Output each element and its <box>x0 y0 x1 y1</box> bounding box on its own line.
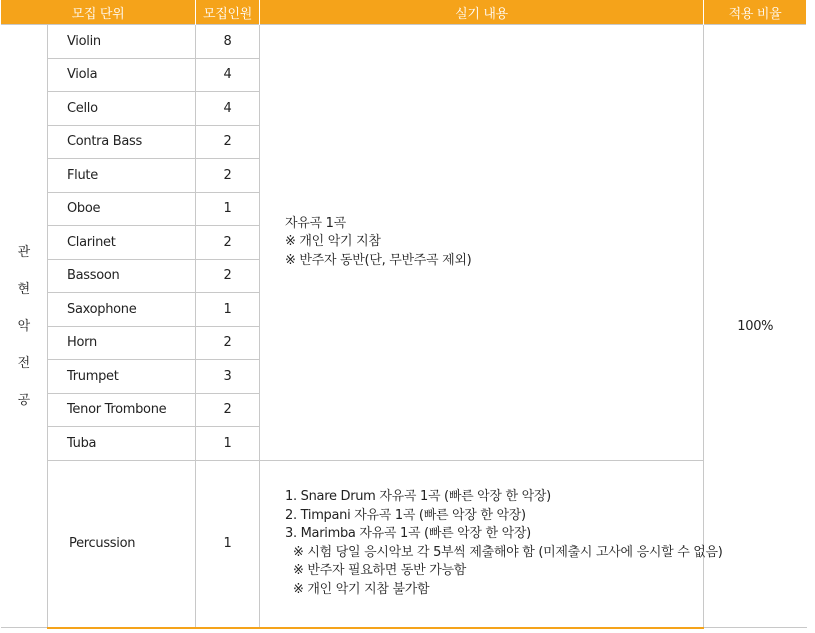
content-line: ※ 개인 악기 지참 <box>285 234 381 249</box>
unit-count: 1 <box>196 460 260 628</box>
department-cell <box>1 25 48 628</box>
unit-count: 3 <box>196 360 260 394</box>
content-line: 1. Snare Drum 자유곡 1곡 (빠른 악장 한 악장) <box>285 489 551 504</box>
content-line: 2. Timpani 자유곡 1곡 (빠른 악장 한 악장) <box>285 507 526 523</box>
unit-count: 1 <box>196 293 260 327</box>
content-cell-percussion <box>260 460 723 628</box>
table-row <box>1 25 807 59</box>
unit-name: Clarinet <box>48 226 196 260</box>
unit-count: 2 <box>196 125 260 159</box>
content-line: 3. Marimba 자유곡 1곡 (빠른 악장 한 악장) <box>285 526 531 541</box>
unit-name: Bassoon <box>48 259 196 293</box>
unit-name: Viola <box>48 58 196 92</box>
rate-cell: 100% <box>704 25 807 628</box>
unit-name: Tenor Trombone <box>48 393 196 427</box>
department-char: 현 <box>17 281 30 297</box>
content-cell-strings-winds <box>260 25 704 461</box>
unit-count: 1 <box>196 427 260 461</box>
note-line: ※ 반주자 필요하면 동반 가능함 <box>293 563 467 578</box>
unit-name: Contra Bass <box>48 125 196 159</box>
content-line: 자유곡 1곡 <box>285 215 346 231</box>
unit-name: Saxophone <box>48 293 196 327</box>
department-char: 전 <box>17 355 30 371</box>
header-unit: 모집 단위 <box>1 0 196 25</box>
department-char: 악 <box>17 318 30 334</box>
note-line: ※ 시험 당일 응시악보 각 5부씩 제출해야 함 (미제출시 고사에 응시할 수 없음) <box>293 544 723 560</box>
unit-name: Horn <box>48 326 196 360</box>
unit-name: Oboe <box>48 192 196 226</box>
unit-count: 8 <box>196 25 260 59</box>
unit-count: 1 <box>196 192 260 226</box>
unit-name: Flute <box>48 159 196 193</box>
header-content: 실기 내용 <box>260 0 704 25</box>
unit-count: 2 <box>196 159 260 193</box>
unit-count: 2 <box>196 393 260 427</box>
note-line: ※ 개인 악기 지참 불가함 <box>293 581 430 597</box>
unit-count: 4 <box>196 92 260 126</box>
department-char: 공 <box>17 392 30 408</box>
unit-count: 2 <box>196 226 260 260</box>
unit-count: 4 <box>196 58 260 92</box>
header-count: 모집인원 <box>196 0 260 25</box>
unit-count: 2 <box>196 326 260 360</box>
unit-count: 2 <box>196 259 260 293</box>
unit-name: Violin <box>48 25 196 59</box>
header-rate: 적용 비율 <box>704 0 807 25</box>
unit-name: Cello <box>48 92 196 126</box>
unit-name: Trumpet <box>48 360 196 394</box>
department-char: 관 <box>17 244 30 260</box>
header-row <box>1 0 807 25</box>
content-line: ※ 반주자 동반(단, 무반주곡 제외) <box>285 252 472 268</box>
unit-name: Tuba <box>48 427 196 461</box>
table-row-percussion <box>1 460 807 628</box>
unit-name: Percussion <box>48 460 196 628</box>
